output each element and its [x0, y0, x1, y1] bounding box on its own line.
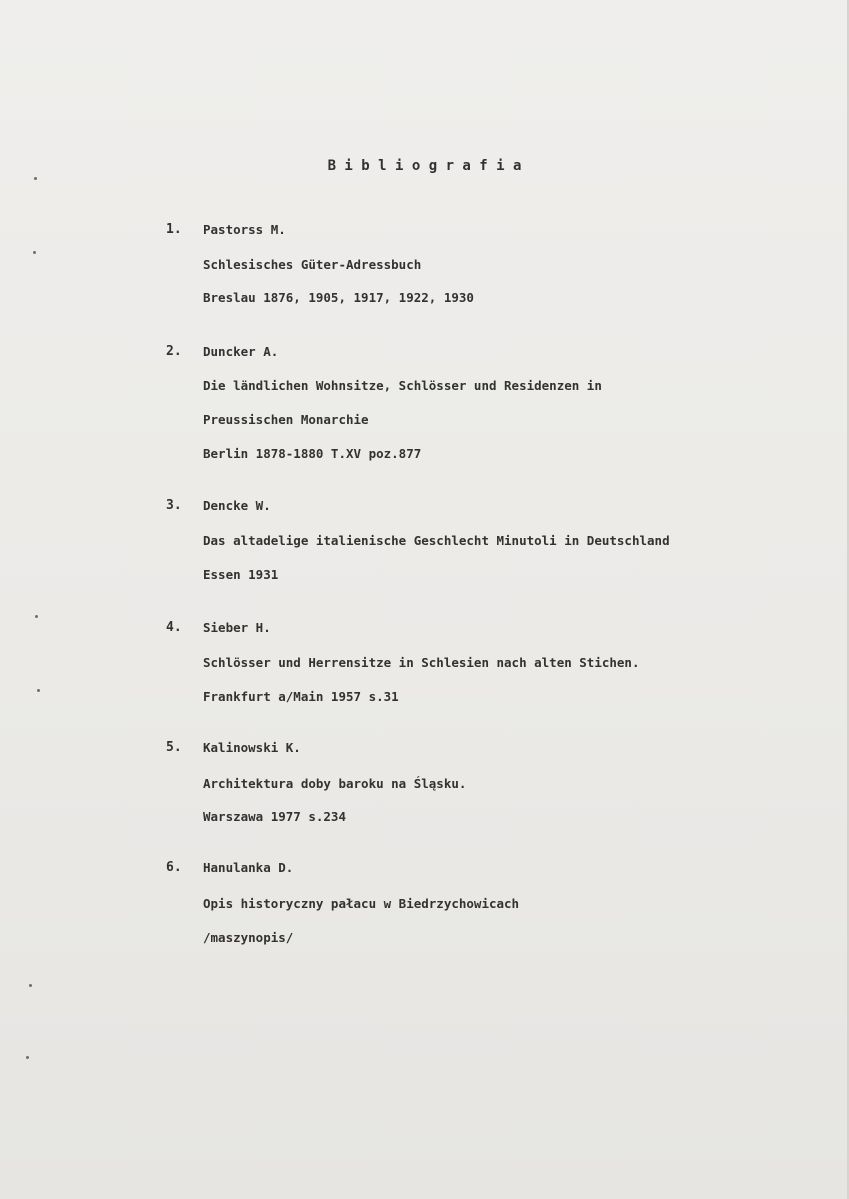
entry-number: 1.: [166, 222, 182, 237]
entry-number: 5.: [166, 740, 182, 755]
entry-line: Warszawa 1977 s.234: [203, 809, 346, 824]
scan-mark: [29, 984, 32, 987]
entry-number: 6.: [166, 860, 182, 875]
entry-line: Berlin 1878-1880 T.XV poz.877: [203, 446, 422, 461]
scan-mark: [33, 251, 36, 254]
page-title: B i b l i o g r a f i a: [327, 158, 522, 174]
entry-line: Architektura doby baroku na Śląsku.: [203, 776, 467, 791]
entry-author: Kalinowski K.: [203, 740, 301, 755]
scan-mark: [26, 1056, 29, 1059]
entry-line: Preussischen Monarchie: [203, 412, 369, 427]
entry-line: Breslau 1876, 1905, 1917, 1922, 1930: [203, 290, 474, 305]
entry-author: Hanulanka D.: [203, 860, 294, 875]
entry-author: Pastorss M.: [203, 222, 286, 237]
entry-number: 2.: [166, 344, 182, 359]
entry-number: 4.: [166, 620, 182, 635]
scan-mark: [37, 689, 40, 692]
entry-line: Frankfurt a/Main 1957 s.31: [203, 689, 399, 704]
entry-line: Das altadelige italienische Geschlecht Minutoli in Deutschland: [203, 533, 670, 548]
entry-author: Duncker A.: [203, 344, 279, 359]
scan-mark: [34, 177, 37, 180]
entry-line: Schlesisches Güter-Adressbuch: [203, 257, 422, 272]
entry-line: /maszynopis/: [203, 930, 294, 945]
entry-line: Essen 1931: [203, 567, 279, 582]
entry-number: 3.: [166, 498, 182, 513]
entry-line: Schlösser und Herrensitze in Schlesien nach alten Stichen.: [203, 655, 640, 670]
entry-author: Dencke W.: [203, 498, 271, 513]
entry-line: Die ländlichen Wohnsitze, Schlösser und Residenzen in: [203, 378, 602, 393]
entry-author: Sieber H.: [203, 620, 271, 635]
entry-line: Opis historyczny pałacu w Biedrzychowicach: [203, 896, 520, 911]
scan-mark: [35, 615, 38, 618]
